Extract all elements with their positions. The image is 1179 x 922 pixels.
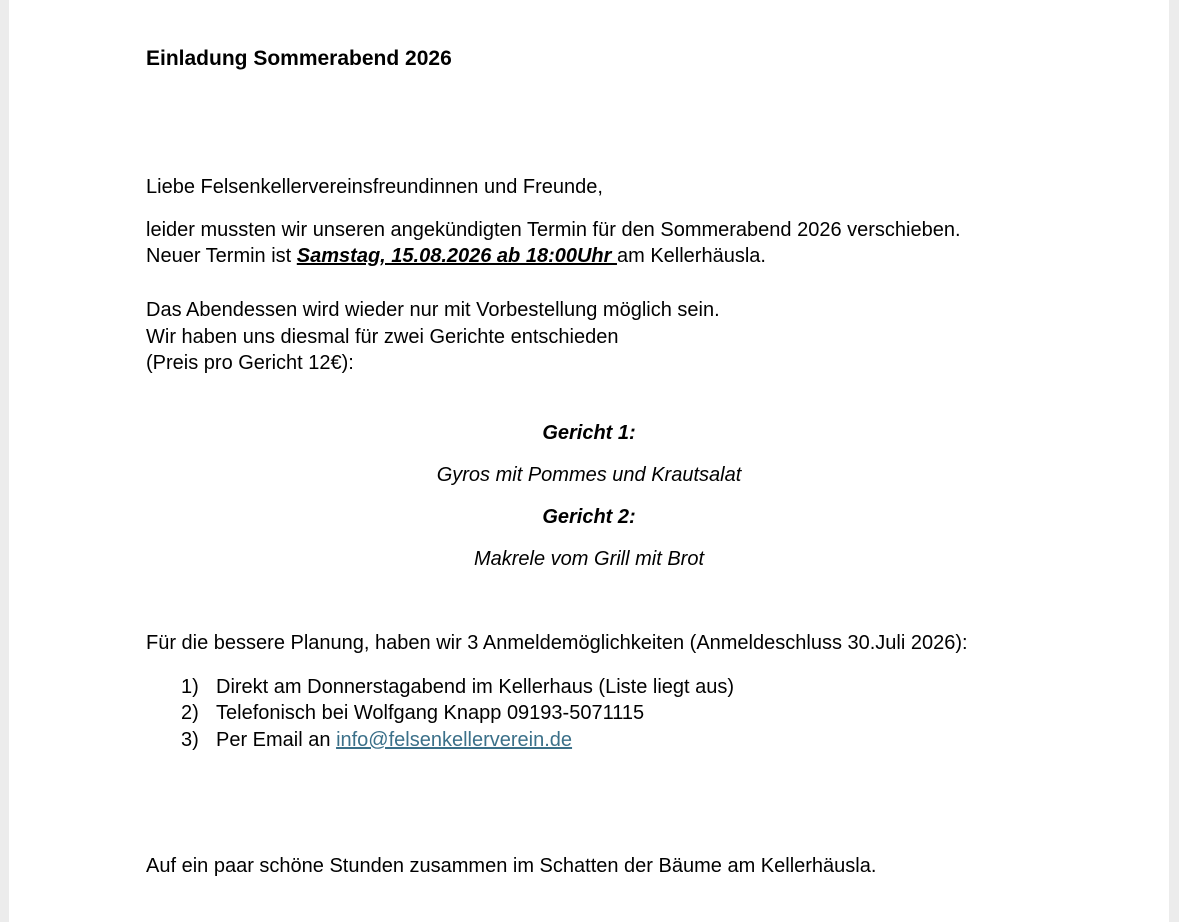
- list-text: Direkt am Donnerstagabend im Kellerhaus (Liste liegt aus): [216, 676, 735, 698]
- dish-name: Gyros mit Pommes und Krautsalat: [436, 464, 742, 486]
- new-date-suffix: am Kellerhäusla.: [616, 245, 766, 267]
- list-item: [181, 674, 734, 700]
- greeting: Liebe Felsenkellervereinsfreundinnen und Freunde,: [146, 176, 603, 198]
- list-number: 2): [181, 702, 199, 724]
- dish-heading: Gericht 2:: [542, 506, 636, 528]
- list-text: Telefonisch bei Wolfgang Knapp 09193-5071115: [216, 702, 645, 724]
- list-text: Per Email an: [216, 729, 337, 751]
- new-date-prefix: Neuer Termin ist: [146, 245, 297, 267]
- document-title: Einladung Sommerabend 2026: [146, 47, 452, 70]
- closing-line: Auf ein paar schöne Stunden zusammen im Schatten der Bäume am Kellerhäusla.: [146, 855, 877, 877]
- price-note: (Preis pro Gericht 12€):: [146, 352, 354, 374]
- new-date: Samstag, 15.08.2026 ab 18:00Uhr: [296, 245, 617, 267]
- dish-name: Makrele vom Grill mit Brot: [473, 548, 705, 570]
- paragraph-line: Das Abendessen wird wieder nur mit Vorbestellung möglich sein.: [146, 299, 720, 321]
- registration-intro: Für die bessere Planung, haben wir 3 Anmeldemöglichkeiten (Anmeldeschluss 30.Juli 2026):: [146, 632, 968, 654]
- list-number: 3): [181, 729, 199, 751]
- email-link[interactable]: info@felsenkellerverein.de: [336, 729, 573, 751]
- list-number: 1): [181, 676, 199, 698]
- list-item: [181, 700, 644, 726]
- new-date-line: [146, 243, 766, 269]
- dish-heading: Gericht 1:: [542, 422, 636, 444]
- list-item: [181, 727, 572, 753]
- paragraph-line: Wir haben uns diesmal für zwei Gerichte entschieden: [146, 326, 619, 348]
- paragraph-line: leider mussten wir unseren angekündigten Termin für den Sommerabend 2026 verschieben.: [146, 219, 961, 241]
- document-page: [9, 0, 1169, 922]
